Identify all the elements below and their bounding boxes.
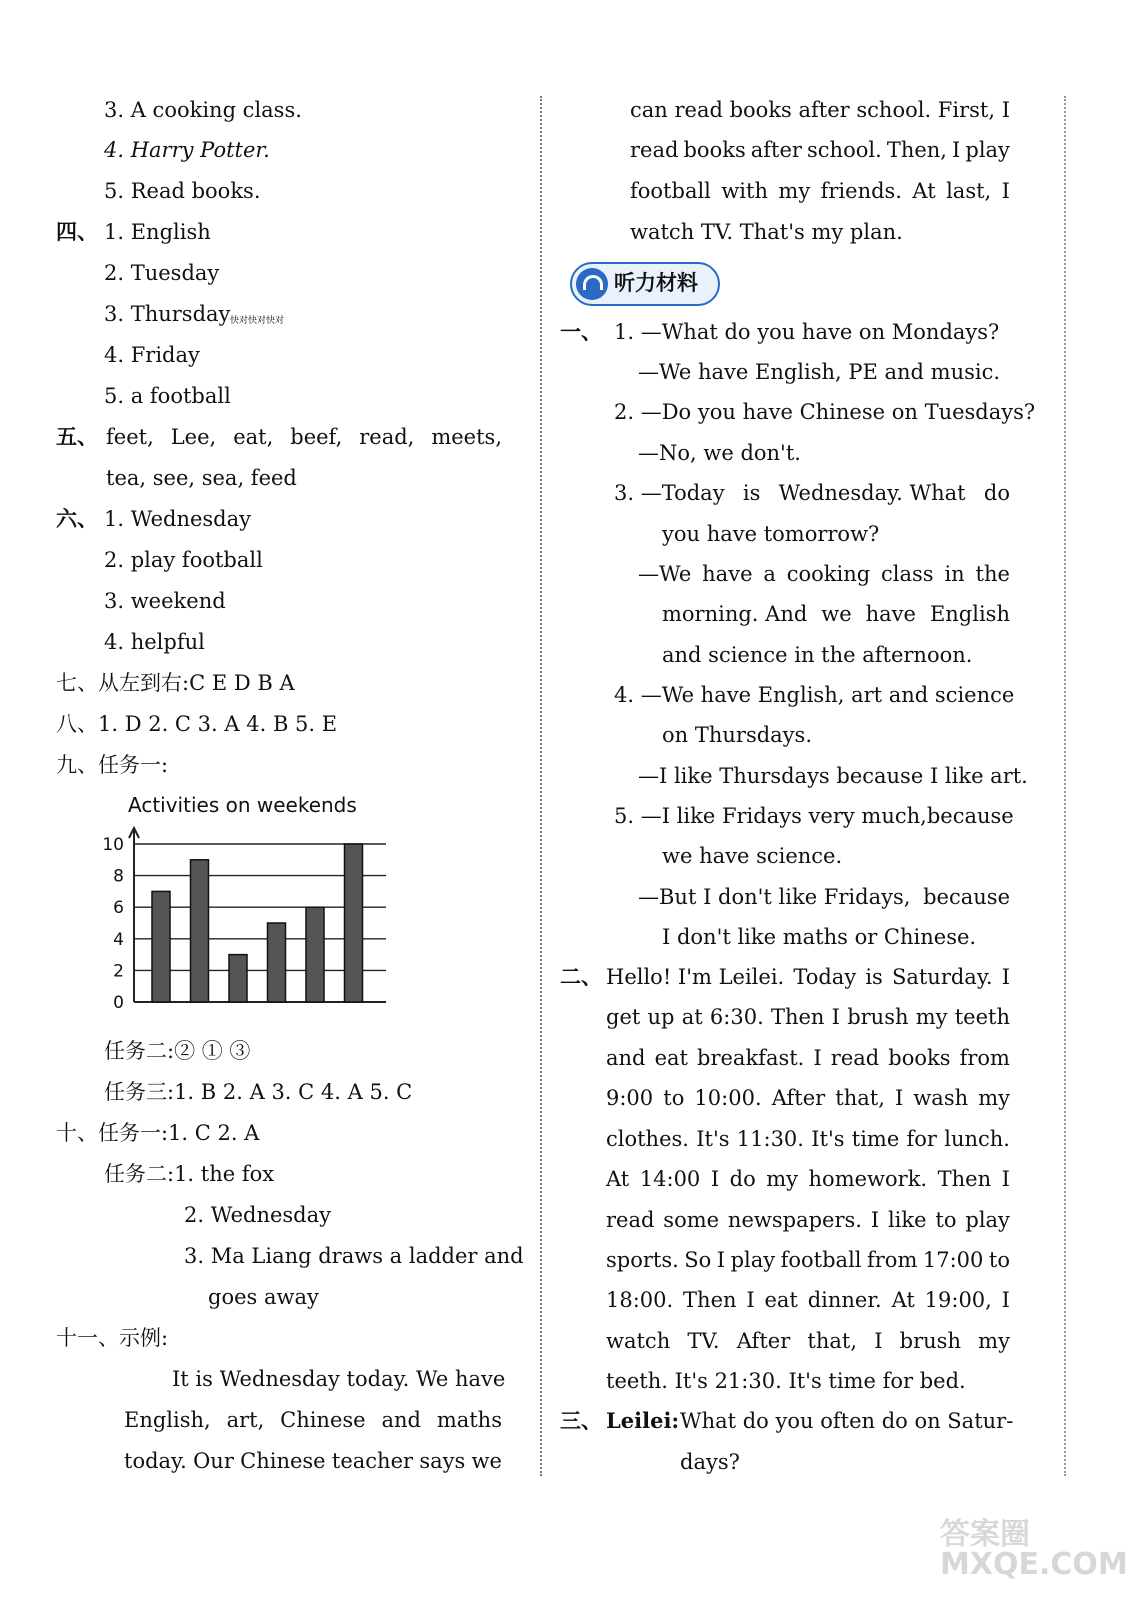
word: have: [702, 562, 753, 586]
word: is: [865, 965, 883, 989]
word: some: [663, 1208, 720, 1232]
word: wash: [913, 1086, 969, 1110]
word: I: [894, 1086, 904, 1110]
listening-1-1a: 1. —What do you have on Mondays?: [614, 320, 1000, 344]
word: After: [736, 1329, 791, 1353]
word: like: [887, 1208, 927, 1232]
word: do: [729, 1167, 756, 1191]
word: do: [983, 481, 1010, 505]
word: sports.: [606, 1248, 679, 1272]
word: 14:00: [639, 1167, 701, 1191]
word: play: [965, 138, 1010, 162]
passage-line: teeth. It's 21:30. It's time for bed.: [606, 1369, 966, 1393]
column-divider: [540, 96, 542, 1476]
y-tick-label: 10: [102, 835, 124, 855]
continued-line-4: watch TV. That's my plan.: [630, 220, 903, 244]
word: 6:30.: [709, 1005, 764, 1029]
word: I: [1001, 965, 1010, 989]
section-10-heading: 十、任务一:1. C 2. A: [56, 1121, 260, 1145]
y-tick-label: 8: [113, 866, 124, 887]
y-tick-label: 4: [113, 929, 124, 950]
answer-3-5: 5. Read books.: [104, 179, 261, 203]
answer-3-4: 4. Harry Potter.: [104, 138, 270, 162]
word: play: [965, 1208, 1010, 1232]
section-10-task-2-3b: goes away: [208, 1285, 319, 1309]
listening-1-5b: we have science.: [662, 844, 843, 868]
word: books: [729, 98, 792, 122]
word: 18:00.: [606, 1288, 674, 1312]
word: read: [674, 98, 723, 122]
word: eat,: [233, 425, 274, 449]
listening-1-3a: [614, 479, 1010, 507]
listening-3-line-1: What do you often do on Satur-: [680, 1409, 1014, 1433]
listening-1-5a: [614, 802, 1014, 830]
answer-4-5: 5. a football: [104, 384, 231, 408]
passage-line: [606, 1206, 1010, 1234]
word: we: [821, 602, 852, 626]
word: because: [926, 804, 1014, 828]
chart-bars: [152, 844, 363, 1002]
listening-1-1b: —We have English, PE and music.: [638, 360, 1001, 384]
watermark: 答案圈 MXQE.COM: [940, 1517, 1128, 1582]
word: I: [1001, 1288, 1010, 1312]
word: 5. —I like Fridays very much,: [614, 804, 927, 828]
word: the: [975, 562, 1010, 586]
y-tick-label: 6: [113, 898, 124, 919]
word: today.: [124, 1449, 187, 1473]
word: class: [881, 562, 934, 586]
answer-4-1: 1. English: [104, 220, 211, 244]
answer-4-4: 4. Friday: [104, 343, 200, 367]
word: school.: [856, 98, 932, 122]
listening-1-4a: 4. —We have English, art and science: [614, 683, 1015, 707]
sample-line-3: [124, 1447, 502, 1475]
word: I: [746, 1288, 755, 1312]
word: my: [766, 1167, 799, 1191]
sample-line-2: [124, 1406, 502, 1434]
answer-4-2: 2. Tuesday: [104, 261, 220, 285]
listening-1-3d: [662, 600, 1010, 628]
word: football: [780, 1248, 862, 1272]
word: I: [710, 1167, 720, 1191]
listening-1-2a: 2. —Do you have Chinese on Tuesdays?: [614, 400, 1036, 424]
word: Chinese: [240, 1449, 326, 1473]
word: I: [952, 138, 961, 162]
word: read: [830, 1046, 880, 1070]
word: because: [923, 885, 1010, 909]
word: for: [906, 1127, 937, 1151]
word: and: [606, 1046, 646, 1070]
word: At: [891, 1288, 915, 1312]
section-10-task-2-1: 任务二:1. the fox: [104, 1162, 275, 1186]
section-9-heading: 九、任务一:: [56, 753, 169, 777]
section-5-heading: 五、: [56, 424, 98, 449]
word: Our: [193, 1449, 234, 1473]
answer-6-3: 3. weekend: [104, 589, 226, 613]
word: English: [929, 602, 1010, 626]
word: my: [978, 1329, 1010, 1353]
word: Then: [770, 1005, 825, 1029]
passage-line: [606, 963, 1010, 991]
section-4-heading: 四、: [56, 219, 98, 244]
word: friends.: [820, 179, 902, 203]
word: get: [606, 1005, 641, 1029]
word: 10:00.: [694, 1086, 762, 1110]
word: Chinese: [280, 1408, 366, 1432]
word: teeth: [954, 1005, 1010, 1029]
word: my: [978, 1086, 1010, 1110]
activities-bar-chart: [90, 785, 410, 1020]
word: books: [888, 1046, 951, 1070]
sample-line-1: It is Wednesday today. We have: [172, 1367, 506, 1391]
word: cooking: [786, 562, 871, 586]
continued-line-2: [630, 136, 1010, 164]
word: Today: [793, 965, 857, 989]
word: last,: [946, 179, 992, 203]
word: 17:00: [922, 1248, 984, 1272]
word: eat: [764, 1288, 798, 1312]
answer-4-3: 3. Thursday: [104, 302, 231, 326]
word: So: [684, 1248, 712, 1272]
passage-line: [606, 1044, 1010, 1072]
passage-line: [606, 1084, 1010, 1112]
word: read,: [359, 425, 415, 449]
word: Then: [683, 1288, 737, 1312]
word: and: [381, 1408, 421, 1432]
word: to: [988, 1248, 1010, 1272]
word: —But I don't like Fridays,: [638, 885, 911, 909]
chart-tick-labels: [102, 835, 124, 1013]
word: I: [716, 1248, 726, 1272]
word: my: [915, 1005, 948, 1029]
listening-2-heading: 二、: [560, 964, 602, 989]
section-9-task-3: 任务三:1. B 2. A 3. C 4. A 5. C: [104, 1080, 413, 1104]
word: 3. —Today: [614, 481, 725, 505]
y-tick-label: 2: [113, 961, 124, 982]
bar: [345, 844, 363, 1002]
word: newspapers.: [727, 1208, 862, 1232]
listening-1-5d: I don't like maths or Chinese.: [662, 925, 977, 949]
answer-3-3: 3. A cooking class.: [104, 98, 302, 122]
word: morning. And: [662, 602, 808, 626]
answer-6-2: 2. play football: [104, 548, 263, 572]
word: At: [912, 179, 936, 203]
word: I: [1001, 179, 1010, 203]
listening-3-line-2: days?: [680, 1450, 740, 1474]
bar: [152, 891, 170, 1002]
passage-line: [606, 1165, 1010, 1193]
word: that,: [807, 1329, 858, 1353]
section-10-task-2-3: 3. Ma Liang draws a ladder and: [184, 1244, 524, 1268]
bar: [268, 923, 286, 1002]
listening-1-3b: you have tomorrow?: [662, 522, 880, 546]
word: It's: [811, 1127, 845, 1151]
headphones-icon: [576, 268, 608, 300]
listening-1-3e: and science in the afternoon.: [662, 643, 973, 667]
word: at: [681, 1005, 703, 1029]
word: After: [771, 1086, 826, 1110]
answer-6-4: 4. helpful: [104, 630, 205, 654]
banner-label: 听力材料: [614, 271, 698, 295]
word: beef,: [290, 425, 343, 449]
section-11-heading: 十一、示例:: [56, 1326, 169, 1350]
word: feet,: [106, 425, 154, 449]
word: meets,: [431, 425, 502, 449]
word: after: [798, 98, 850, 122]
word: I: [831, 1005, 840, 1029]
word: in: [944, 562, 965, 586]
word: 9:00: [606, 1086, 654, 1110]
bar: [306, 907, 324, 1002]
word: time: [851, 1127, 900, 1151]
word: says: [419, 1449, 466, 1473]
y-tick-label: 0: [113, 993, 124, 1013]
word: At: [606, 1167, 630, 1191]
word: to: [663, 1086, 685, 1110]
word: to: [935, 1208, 957, 1232]
word: from: [867, 1248, 918, 1272]
word: books: [683, 138, 746, 162]
word: is: [742, 481, 761, 505]
page-edge-line: [1064, 96, 1066, 1476]
word: Saturday.: [891, 965, 993, 989]
listening-1-heading: 一、: [560, 319, 602, 344]
word: clothes.: [606, 1127, 689, 1151]
word: have: [865, 602, 916, 626]
bar: [229, 955, 247, 1002]
listening-1-2b: —No, we don't.: [638, 441, 801, 465]
word: First,: [937, 98, 996, 122]
word: homework.: [808, 1167, 928, 1191]
section-8: 八、1. D 2. C 3. A 4. B 5. E: [56, 712, 338, 736]
word: English,: [124, 1408, 211, 1432]
word: teacher: [331, 1449, 414, 1473]
tiny-watermark-note: 快对快对快对: [230, 316, 285, 326]
word: up: [647, 1005, 675, 1029]
passage-line: [606, 1246, 1010, 1274]
section-10-task-2-2: 2. Wednesday: [184, 1203, 332, 1227]
listening-3-heading: 三、: [560, 1408, 602, 1433]
word: art,: [226, 1408, 265, 1432]
passage-line: [606, 1327, 1010, 1355]
word: I: [874, 1329, 883, 1353]
word: play: [730, 1248, 776, 1272]
word: breakfast.: [697, 1046, 805, 1070]
word: after: [750, 138, 802, 162]
continued-line-1: [630, 96, 1010, 124]
word: I: [870, 1208, 880, 1232]
passage-line: [606, 1125, 1010, 1153]
listening-1-5c: [638, 883, 1010, 911]
word: Wednesday. What: [778, 481, 966, 505]
word: with: [721, 179, 768, 203]
passage-line: [606, 1003, 1010, 1031]
word: —We: [638, 562, 692, 586]
word: watch: [606, 1329, 671, 1353]
section-5-words: [106, 423, 502, 451]
continued-line-3: [630, 177, 1010, 205]
answer-6-1: 1. Wednesday: [104, 507, 252, 531]
word: Lee,: [170, 425, 217, 449]
section-9-task-2: 任务二:② ① ③: [104, 1039, 251, 1063]
word: that,: [835, 1086, 885, 1110]
listening-1-4b: on Thursdays.: [662, 723, 812, 747]
section-7: 七、从左到右:C E D B A: [56, 671, 295, 695]
word: TV.: [687, 1329, 720, 1353]
word: my: [778, 179, 811, 203]
word: I: [1001, 1167, 1010, 1191]
word: lunch.: [944, 1127, 1010, 1151]
listening-1-4c: —I like Thursdays because I like art.: [638, 764, 1028, 788]
word: read: [606, 1208, 655, 1232]
word: can: [630, 98, 668, 122]
word: school.: [807, 138, 882, 162]
word: eat: [654, 1046, 688, 1070]
section-6-heading: 六、: [56, 506, 98, 531]
section-5-line-2: tea, see, sea, feed: [106, 466, 297, 490]
listening-material-banner: [570, 262, 720, 306]
word: I: [813, 1046, 822, 1070]
speaker-name: Leilei:: [606, 1408, 680, 1433]
word: from: [959, 1046, 1010, 1070]
bar: [191, 860, 209, 1002]
word: we: [471, 1449, 502, 1473]
word: 11:30.: [736, 1127, 804, 1151]
word: read: [630, 138, 679, 162]
word: football: [630, 179, 711, 203]
word: Then: [937, 1167, 992, 1191]
word: dinner.: [807, 1288, 882, 1312]
word: a: [763, 562, 776, 586]
chart-title: Activities on weekends: [128, 793, 357, 817]
word: brush: [847, 1005, 909, 1029]
word: brush: [899, 1329, 961, 1353]
word: It's: [696, 1127, 730, 1151]
word: Hello! I'm Leilei.: [606, 965, 785, 989]
listening-1-3c: [638, 560, 1010, 588]
passage-line: [606, 1286, 1010, 1314]
word: Then,: [886, 138, 947, 162]
word: 19:00,: [924, 1288, 992, 1312]
word: I: [1001, 98, 1010, 122]
word: maths: [436, 1408, 502, 1432]
